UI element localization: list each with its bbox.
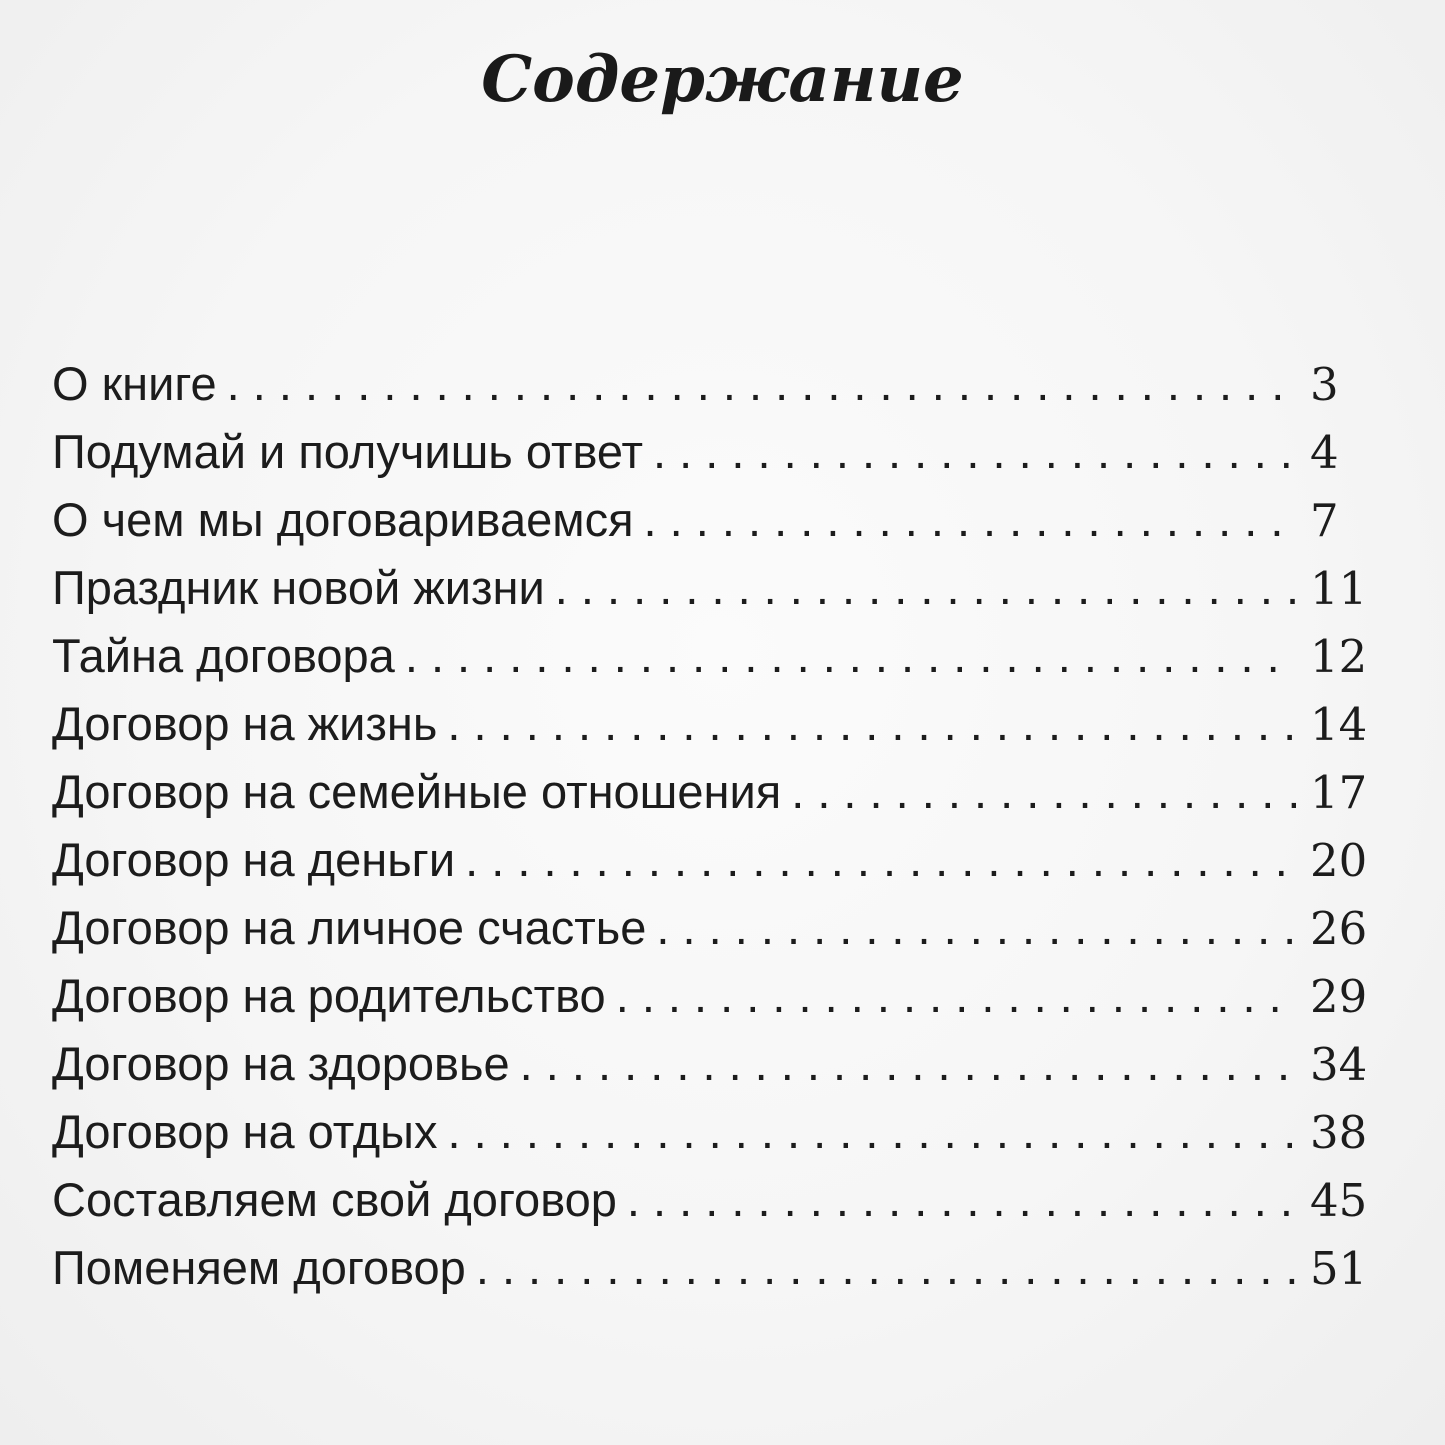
toc-entry-page-number: 3 [1310,358,1339,411]
toc-entry-page-number: 14 [1310,698,1368,751]
toc-entry-page-number: 34 [1310,1038,1368,1091]
toc-dot-leader [555,554,1296,622]
toc-dot-leader [447,1098,1296,1166]
toc-dot-leader [653,418,1296,486]
page-title: Содержание [481,42,964,117]
toc-entry-label: Договор на отдых [52,1105,438,1158]
toc-entry [52,1166,1370,1234]
toc-entry [52,554,1370,622]
table-of-contents [52,350,1370,1302]
toc-entry-page-number: 45 [1310,1174,1368,1227]
toc-entry [52,894,1370,962]
toc-dot-leader [616,962,1296,1030]
toc-dot-leader [656,894,1296,962]
toc-entry-label: Договор на родительство [52,969,606,1022]
toc-entry-page-number: 20 [1310,834,1368,887]
toc-entry [52,350,1370,418]
toc-entry [52,1098,1370,1166]
toc-entry [52,690,1370,758]
toc-entry-page-number: 17 [1310,766,1368,819]
toc-entry-label: О книге [52,357,217,410]
toc-dot-leader [791,758,1296,826]
toc-entry-page-number: 11 [1310,562,1368,615]
toc-entry-label: Подумай и получишь ответ [52,425,644,478]
toc-entry [52,486,1370,554]
toc-entry-label: Поменяем договор [52,1241,466,1294]
toc-entry-label: Договор на личное счастье [52,901,647,954]
toc-entry-label: Договор на семейные отношения [52,765,782,818]
toc-entry-page-number: 7 [1310,494,1339,547]
toc-entry [52,622,1370,690]
toc-entry-page-number: 29 [1310,970,1368,1023]
toc-dot-leader [405,622,1296,690]
toc-entry-label: Составляем свой договор [52,1173,617,1226]
toc-entry [52,1030,1370,1098]
toc-dot-leader [476,1234,1296,1302]
toc-dot-leader [520,1030,1296,1098]
toc-dot-leader [627,1166,1296,1234]
toc-entry-label: Праздник новой жизни [52,561,545,614]
toc-entry [52,758,1370,826]
toc-dot-leader [227,350,1296,418]
toc-entry-page-number: 51 [1310,1242,1368,1295]
toc-entry-label: Договор на жизнь [52,697,438,750]
toc-dot-leader [465,826,1296,894]
toc-entry-label: Тайна договора [52,629,395,682]
toc-entry-label: Договор на деньги [52,833,456,886]
toc-dot-leader [447,690,1296,758]
toc-entry [52,1234,1370,1302]
toc-entry-page-number: 4 [1310,426,1339,479]
toc-entry-label: О чем мы договариваемся [52,493,634,546]
toc-entry-page-number: 38 [1310,1106,1368,1159]
toc-dot-leader [644,486,1296,554]
toc-entry [52,418,1370,486]
toc-entry-page-number: 12 [1310,630,1368,683]
toc-entry-label: Договор на здоровье [52,1037,510,1090]
toc-entry [52,962,1370,1030]
toc-entry-page-number: 26 [1310,902,1368,955]
toc-entry [52,826,1370,894]
